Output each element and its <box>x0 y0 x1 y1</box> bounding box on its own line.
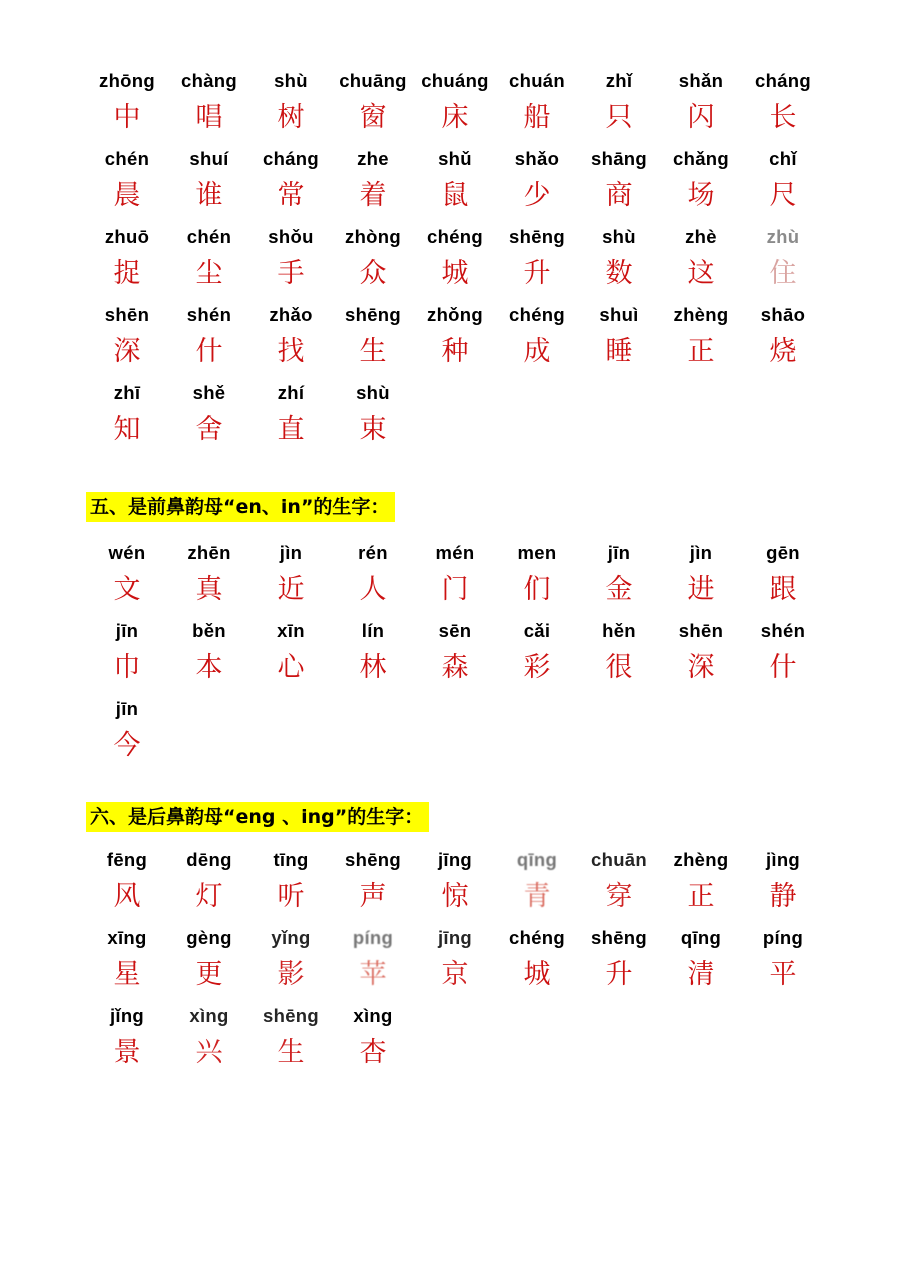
pinyin-label: shēng <box>345 304 401 325</box>
character-cell <box>86 380 168 452</box>
pinyin-label: zhí <box>277 382 305 403</box>
hanzi-character: 清 <box>687 959 715 990</box>
character-cell <box>250 380 332 452</box>
pinyin-label: zhōng <box>99 70 155 91</box>
hanzi-character: 惊 <box>441 881 469 912</box>
hanzi-character: 知 <box>113 414 141 445</box>
pinyin-label: chuāng <box>339 70 407 91</box>
hanzi-character: 成 <box>523 336 551 367</box>
hanzi-character: 船 <box>523 102 551 133</box>
character-cell <box>496 847 578 919</box>
hanzi-character: 束 <box>359 414 387 445</box>
pinyin-label: shǎo <box>514 148 560 169</box>
character-cell <box>168 540 250 612</box>
pinyin-label: xìng <box>353 1005 393 1026</box>
character-cell <box>86 1003 168 1075</box>
hanzi-character: 谁 <box>195 180 223 211</box>
character-cell <box>414 540 496 612</box>
pinyin-label: shāng <box>591 148 647 169</box>
character-cell <box>250 540 332 612</box>
hanzi-character: 听 <box>277 881 305 912</box>
pinyin-label: chéng <box>427 226 483 247</box>
pinyin-label: chàng <box>181 70 237 91</box>
character-cell <box>250 146 332 218</box>
hanzi-character: 数 <box>605 258 633 289</box>
pinyin-label: shēn <box>678 620 724 641</box>
character-cell <box>168 925 250 997</box>
character-row <box>86 618 826 696</box>
character-cell <box>250 925 332 997</box>
hanzi-character: 直 <box>277 414 305 445</box>
character-cell <box>496 618 578 690</box>
hanzi-character: 正 <box>687 336 715 367</box>
hanzi-character: 林 <box>359 652 387 683</box>
hanzi-character: 城 <box>441 258 469 289</box>
character-cell <box>496 146 578 218</box>
pinyin-label: sēn <box>438 620 472 641</box>
character-cell <box>414 618 496 690</box>
character-cell <box>578 68 660 140</box>
character-row <box>86 1003 826 1081</box>
hanzi-character: 睡 <box>605 336 633 367</box>
character-grid-zh-ch-sh <box>86 68 826 458</box>
pinyin-label: shēng <box>345 849 401 870</box>
character-cell <box>332 540 414 612</box>
pinyin-label: xīn <box>277 620 305 641</box>
hanzi-character: 景 <box>113 1037 141 1068</box>
pinyin-label: zhēn <box>187 542 231 563</box>
hanzi-character: 商 <box>605 180 633 211</box>
character-cell <box>414 847 496 919</box>
hanzi-character: 森 <box>441 652 469 683</box>
character-cell <box>250 618 332 690</box>
character-cell-empty <box>496 696 578 768</box>
character-cell-empty <box>742 1003 824 1075</box>
pinyin-label: jīng <box>437 849 473 870</box>
pinyin-label: cháng <box>755 70 811 91</box>
pinyin-label: jīn <box>607 542 631 563</box>
hanzi-character: 种 <box>441 336 469 367</box>
pinyin-label: běn <box>192 620 226 641</box>
character-cell <box>660 618 742 690</box>
character-cell <box>578 618 660 690</box>
hanzi-character: 什 <box>769 652 797 683</box>
pinyin-label: qīng <box>516 849 558 870</box>
character-cell <box>496 925 578 997</box>
character-row <box>86 224 826 302</box>
hanzi-character: 今 <box>113 730 141 761</box>
character-cell <box>660 847 742 919</box>
character-cell <box>250 224 332 296</box>
pinyin-label: shuì <box>599 304 639 325</box>
pinyin-label: zhǐ <box>605 70 633 91</box>
character-cell-empty <box>414 1003 496 1075</box>
hanzi-character: 闪 <box>687 102 715 133</box>
character-cell <box>414 302 496 374</box>
character-cell <box>86 540 168 612</box>
pinyin-label: jìn <box>279 542 303 563</box>
character-row <box>86 696 826 774</box>
hanzi-character: 人 <box>359 574 387 605</box>
character-cell <box>742 302 824 374</box>
pinyin-label: shǎn <box>678 70 724 91</box>
character-cell <box>414 68 496 140</box>
hanzi-character: 彩 <box>523 652 551 683</box>
hanzi-character: 床 <box>441 102 469 133</box>
hanzi-character: 尘 <box>195 258 223 289</box>
hanzi-character: 兴 <box>195 1037 223 1068</box>
pinyin-label: gēn <box>766 542 800 563</box>
pinyin-label: zhǎo <box>269 304 313 325</box>
hanzi-character: 跟 <box>769 574 797 605</box>
hanzi-character: 树 <box>277 102 305 133</box>
character-row <box>86 380 826 458</box>
hanzi-character: 心 <box>277 652 305 683</box>
hanzi-character: 舍 <box>195 414 223 445</box>
pinyin-label: zhe <box>357 148 389 169</box>
pinyin-label: shù <box>602 226 636 247</box>
pinyin-label: jǐng <box>109 1005 145 1026</box>
character-cell <box>332 925 414 997</box>
hanzi-character: 很 <box>605 652 633 683</box>
hanzi-character: 更 <box>195 959 223 990</box>
hanzi-character: 们 <box>523 574 551 605</box>
character-cell <box>742 618 824 690</box>
hanzi-character: 生 <box>277 1037 305 1068</box>
hanzi-character: 正 <box>687 881 715 912</box>
pinyin-label: chéng <box>509 927 565 948</box>
character-cell-empty <box>660 1003 742 1075</box>
hanzi-character: 苹 <box>359 959 387 990</box>
character-cell <box>660 540 742 612</box>
character-cell <box>332 302 414 374</box>
pinyin-label: shēng <box>263 1005 319 1026</box>
character-cell <box>168 146 250 218</box>
character-row <box>86 847 826 925</box>
pinyin-label: jīng <box>437 927 473 948</box>
pinyin-label: zhī <box>113 382 141 403</box>
character-grid-eng-ing <box>86 847 826 1081</box>
hanzi-character: 灯 <box>195 881 223 912</box>
pinyin-label: píng <box>352 927 394 948</box>
character-cell <box>86 847 168 919</box>
hanzi-character: 找 <box>277 336 305 367</box>
pinyin-label: chǎng <box>673 148 729 169</box>
hanzi-character: 众 <box>359 258 387 289</box>
hanzi-character: 文 <box>113 574 141 605</box>
pinyin-label: cháng <box>263 148 319 169</box>
pinyin-label: chén <box>104 148 150 169</box>
character-cell <box>496 302 578 374</box>
pinyin-label: shén <box>186 304 232 325</box>
pinyin-label: men <box>517 542 557 563</box>
pinyin-label: shǒu <box>268 226 314 247</box>
character-cell <box>742 847 824 919</box>
pinyin-label: chǐ <box>769 148 797 169</box>
pinyin-label: shāo <box>760 304 806 325</box>
pinyin-label: shě <box>192 382 226 403</box>
pinyin-label: gèng <box>186 927 232 948</box>
character-cell-empty <box>660 380 742 452</box>
hanzi-character: 长 <box>769 102 797 133</box>
character-cell <box>578 224 660 296</box>
pinyin-label: xìng <box>189 1005 229 1026</box>
character-cell <box>86 224 168 296</box>
pinyin-label: qīng <box>680 927 722 948</box>
character-cell <box>86 925 168 997</box>
hanzi-character: 平 <box>769 959 797 990</box>
character-row <box>86 68 826 146</box>
pinyin-label: píng <box>762 927 804 948</box>
hanzi-character: 青 <box>523 881 551 912</box>
hanzi-character: 风 <box>113 881 141 912</box>
pinyin-label: jìn <box>689 542 713 563</box>
character-cell <box>332 847 414 919</box>
pinyin-label: shēng <box>509 226 565 247</box>
hanzi-character: 杏 <box>359 1037 387 1068</box>
hanzi-character: 巾 <box>113 652 141 683</box>
character-cell <box>578 925 660 997</box>
hanzi-character: 深 <box>687 652 715 683</box>
character-cell <box>578 847 660 919</box>
character-cell <box>660 925 742 997</box>
pinyin-label: wén <box>108 542 146 563</box>
character-cell <box>86 146 168 218</box>
pinyin-label: jìng <box>765 849 801 870</box>
section-heading-eng-ing: 六、是后鼻韵母“eng 、ing”的生字： <box>86 802 429 832</box>
character-cell <box>660 224 742 296</box>
character-cell <box>742 540 824 612</box>
hanzi-character: 星 <box>113 959 141 990</box>
character-cell-empty <box>250 696 332 768</box>
hanzi-character: 唱 <box>195 102 223 133</box>
character-cell <box>168 618 250 690</box>
character-cell-empty <box>414 380 496 452</box>
character-cell <box>168 224 250 296</box>
pinyin-label: shēng <box>591 927 647 948</box>
character-cell <box>660 68 742 140</box>
character-row <box>86 540 826 618</box>
character-cell <box>332 380 414 452</box>
pinyin-label: jīn <box>115 698 139 719</box>
pinyin-label: xīng <box>107 927 147 948</box>
hanzi-character: 升 <box>523 258 551 289</box>
character-cell <box>250 68 332 140</box>
hanzi-character: 深 <box>113 336 141 367</box>
character-cell-empty <box>578 1003 660 1075</box>
hanzi-character: 少 <box>523 180 551 211</box>
hanzi-character: 什 <box>195 336 223 367</box>
pinyin-label: dēng <box>186 849 232 870</box>
hanzi-character: 金 <box>605 574 633 605</box>
pinyin-label: zhuō <box>104 226 150 247</box>
hanzi-character: 影 <box>277 959 305 990</box>
character-cell <box>496 224 578 296</box>
hanzi-character: 这 <box>687 258 715 289</box>
character-row <box>86 146 826 224</box>
character-cell <box>250 847 332 919</box>
character-cell-empty <box>742 380 824 452</box>
character-cell-empty <box>332 696 414 768</box>
character-cell <box>168 380 250 452</box>
character-cell <box>742 224 824 296</box>
hanzi-character: 住 <box>769 258 797 289</box>
pinyin-label: chuán <box>509 70 565 91</box>
character-cell <box>742 146 824 218</box>
character-cell <box>332 1003 414 1075</box>
pinyin-label: shuí <box>189 148 229 169</box>
pinyin-label: chén <box>186 226 232 247</box>
character-cell-empty <box>742 696 824 768</box>
character-cell <box>660 146 742 218</box>
character-cell <box>168 68 250 140</box>
pinyin-label: chuáng <box>421 70 489 91</box>
character-cell <box>332 68 414 140</box>
hanzi-character: 穿 <box>605 881 633 912</box>
character-cell <box>168 1003 250 1075</box>
hanzi-character: 本 <box>195 652 223 683</box>
hanzi-character: 手 <box>277 258 305 289</box>
pinyin-label: zhù <box>766 226 800 247</box>
character-row <box>86 925 826 1003</box>
character-cell <box>86 68 168 140</box>
pinyin-label: fēng <box>106 849 148 870</box>
pinyin-label: shēn <box>104 304 150 325</box>
character-cell <box>660 302 742 374</box>
hanzi-character: 窗 <box>359 102 387 133</box>
character-cell <box>414 146 496 218</box>
character-cell-empty <box>660 696 742 768</box>
pinyin-label: mén <box>435 542 475 563</box>
pinyin-label: tīng <box>273 849 309 870</box>
character-cell <box>578 302 660 374</box>
character-cell <box>496 540 578 612</box>
character-cell-empty <box>496 380 578 452</box>
character-cell <box>86 302 168 374</box>
pinyin-label: rén <box>358 542 388 563</box>
hanzi-character: 静 <box>769 881 797 912</box>
character-cell <box>742 68 824 140</box>
pinyin-label: chéng <box>509 304 565 325</box>
hanzi-character: 晨 <box>113 180 141 211</box>
character-cell <box>332 224 414 296</box>
character-grid-en-in <box>86 540 826 774</box>
character-cell-empty <box>414 696 496 768</box>
character-cell <box>742 925 824 997</box>
hanzi-character: 生 <box>359 336 387 367</box>
section-heading-en-in: 五、是前鼻韵母“en、in”的生字： <box>86 492 395 522</box>
character-cell <box>496 68 578 140</box>
hanzi-character: 尺 <box>769 180 797 211</box>
hanzi-character: 升 <box>605 959 633 990</box>
pinyin-label: zhèng <box>673 304 729 325</box>
pinyin-label: chuān <box>591 849 647 870</box>
hanzi-character: 着 <box>359 180 387 211</box>
hanzi-character: 京 <box>441 959 469 990</box>
pinyin-label: shù <box>356 382 390 403</box>
character-cell-empty <box>578 696 660 768</box>
character-cell <box>578 146 660 218</box>
hanzi-character: 鼠 <box>441 180 469 211</box>
hanzi-character: 中 <box>113 102 141 133</box>
character-cell-empty <box>578 380 660 452</box>
hanzi-character: 声 <box>359 881 387 912</box>
hanzi-character: 只 <box>605 102 633 133</box>
hanzi-character: 城 <box>523 959 551 990</box>
character-cell <box>332 618 414 690</box>
pinyin-label: shù <box>274 70 308 91</box>
character-cell <box>578 540 660 612</box>
hanzi-character: 常 <box>277 180 305 211</box>
hanzi-character: 门 <box>441 574 469 605</box>
pinyin-label: shén <box>760 620 806 641</box>
hanzi-character: 近 <box>277 574 305 605</box>
pinyin-label: jīn <box>115 620 139 641</box>
pinyin-label: shǔ <box>438 148 472 169</box>
character-cell <box>414 925 496 997</box>
pinyin-label: lín <box>361 620 385 641</box>
character-row <box>86 302 826 380</box>
pinyin-label: zhǒng <box>427 304 483 325</box>
pinyin-label: zhòng <box>345 226 401 247</box>
character-cell-empty <box>168 696 250 768</box>
pinyin-label: zhè <box>685 226 717 247</box>
hanzi-character: 真 <box>195 574 223 605</box>
character-cell <box>250 1003 332 1075</box>
hanzi-character: 场 <box>687 180 715 211</box>
character-cell-empty <box>496 1003 578 1075</box>
character-cell <box>250 302 332 374</box>
character-cell <box>168 302 250 374</box>
pinyin-label: cǎi <box>523 620 551 641</box>
hanzi-character: 进 <box>687 574 715 605</box>
character-cell <box>168 847 250 919</box>
character-cell <box>86 696 168 768</box>
character-cell <box>414 224 496 296</box>
character-cell <box>332 146 414 218</box>
pinyin-label: zhèng <box>673 849 729 870</box>
pinyin-label: hěn <box>602 620 636 641</box>
pinyin-label: yǐng <box>271 927 311 948</box>
hanzi-character: 捉 <box>113 258 141 289</box>
character-cell <box>86 618 168 690</box>
hanzi-character: 烧 <box>769 336 797 367</box>
